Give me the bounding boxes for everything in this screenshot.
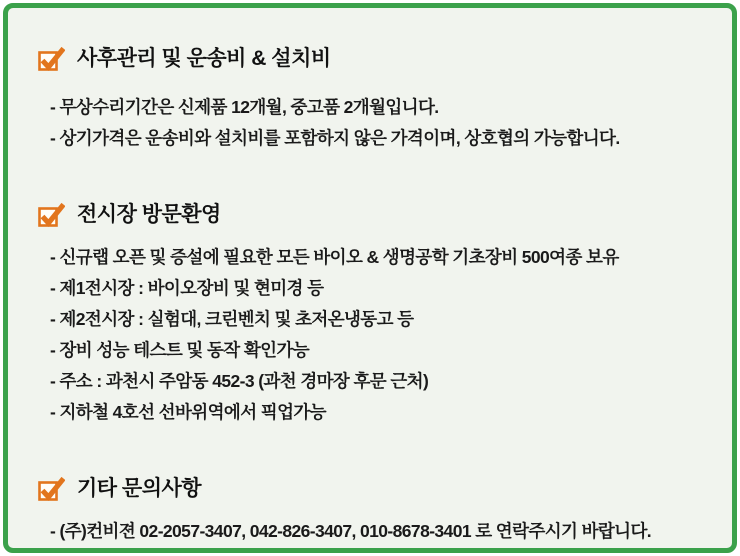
section-showroom [38,202,706,428]
list-item: - 무상수리기간은 신제품 12개월, 중고품 2개월입니다. [50,97,439,117]
section-aftercare [38,46,706,154]
checkbox-checked-icon [38,476,65,502]
list-item: - 제2전시장 : 실험대, 크린벤치 및 초저온냉동고 등 [50,309,414,329]
section-items [50,242,706,428]
section-contact [38,476,706,547]
info-card [3,3,737,553]
section-title-row [38,46,706,72]
checkbox-checked-icon [38,202,65,228]
section-title-row [38,476,706,502]
list-item: - 신규랩 오픈 및 증설에 필요한 모든 바이오 & 생명공학 기초장비 500여종 보유 [50,247,619,267]
list-item-contact-numbers: - (주)컨비젼 02-2057-3407, 042-826-3407, 010-8678-3401 로 연락주시기 바랍니다. [50,521,652,541]
section-title: 기타 문의사항 [77,477,202,500]
list-item: - 주소 : 과천시 주암동 452-3 (과천 경마장 후문 근처) [50,371,429,391]
section-title-row [38,202,706,228]
list-item: - 지하철 4호선 선바위역에서 픽업가능 [50,402,326,422]
list-item: - 제1전시장 : 바이오장비 및 현미경 등 [50,278,324,298]
section-items [50,92,706,154]
section-items [50,516,706,547]
list-item: - 장비 성능 테스트 및 동작 확인가능 [50,340,310,360]
section-title: 사후관리 및 운송비 & 설치비 [77,47,331,70]
section-title: 전시장 방문환영 [77,203,221,226]
list-item: - 상기가격은 운송비와 설치비를 포함하지 않은 가격이며, 상호협의 가능합니다. [50,128,620,148]
checkbox-checked-icon [38,46,65,72]
